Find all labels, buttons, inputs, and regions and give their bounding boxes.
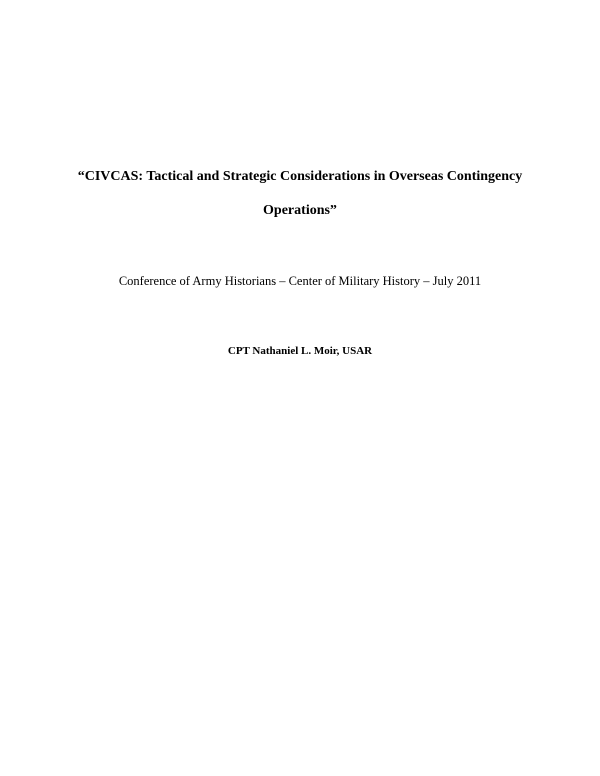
document-title-line-1: “CIVCAS: Tactical and Strategic Considerations in Overseas Contingency — [77, 169, 523, 184]
conference-info: Conference of Army Historians – Center of Military History – July 2011 — [118, 274, 482, 288]
author-name: CPT Nathaniel L. Moir, USAR — [227, 345, 373, 357]
document-title-line-2: Operations” — [263, 203, 337, 218]
